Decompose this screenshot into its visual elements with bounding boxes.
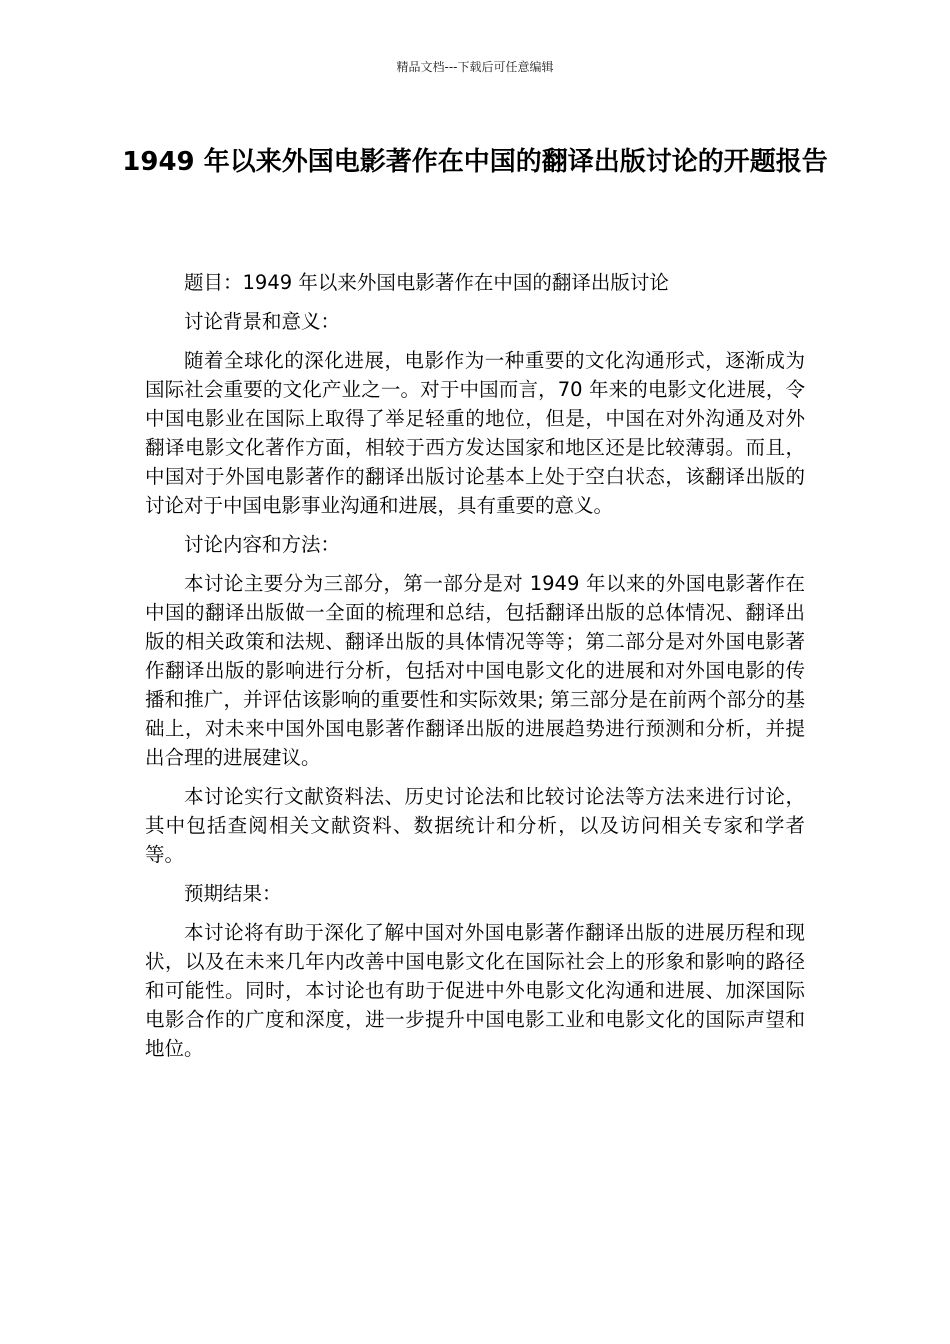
paragraph-content-1: 本讨论主要分为三部分，第一部分是对 1949 年以来的外国电影著作在中国的翻译出版做一全面的梳理和总结，包括翻译出版的总体情况、翻译出版的相关政策和法规、翻译出版的具体情况等等；第二部分是对外国电影著作翻译出版的影响进行分析，包括对中国电影文化的进展和对外国电影的传播和推广，并评估该影响的重要性和实际效果; 第三部分是在前两个部分的基础上，对未来中国外国电影著作翻译出版的进展趋势进行预测和分析，并提出合理的进展建议。: [145, 572, 805, 769]
subject-line: 题目：1949 年以来外国电影著作在中国的翻译出版讨论: [184, 271, 669, 294]
document-body: [145, 268, 805, 1073]
header-note: 精品文档---下载后可任意编辑: [396, 60, 554, 74]
paragraph-content-2: 本讨论实行文献资料法、历史讨论法和比较讨论法等方法来进行讨论，其中包括查阅相关文献资料、数据统计和分析，以及访问相关专家和学者等。: [145, 785, 805, 866]
paragraph-results: 本讨论将有助于深化了解中国对外国电影著作翻译出版的进展历程和现状，以及在未来几年内改善中国电影文化在国际社会上的形象和影响的路径和可能性。同时，本讨论也有助于促进中外电影文化沟通和进展、加深国际电影合作的广度和深度，进一步提升中国电影工业和电影文化的国际声望和地位。: [145, 921, 805, 1060]
document-title: 1949 年以来外国电影著作在中国的翻译出版讨论的开题报告: [122, 147, 828, 177]
section-heading-content: 讨论内容和方法：: [184, 533, 341, 556]
paragraph-background: 随着全球化的深化进展，电影作为一种重要的文化沟通形式，逐渐成为国际社会重要的文化产业之一。对于中国而言，70 年来的电影文化进展，令中国电影业在国际上取得了举足轻重的地位，但是，中国在对外沟通及对外翻译电影文化著作方面，相较于西方发达国家和地区还是比较薄弱。而且，中国对于外国电影著作的翻译出版讨论基本上处于空白状态，该翻译出版的讨论对于中国电影事业沟通和进展，具有重要的意义。: [145, 349, 805, 517]
section-heading-background: 讨论背景和意义：: [184, 310, 341, 333]
section-heading-results: 预期结果：: [184, 882, 282, 905]
